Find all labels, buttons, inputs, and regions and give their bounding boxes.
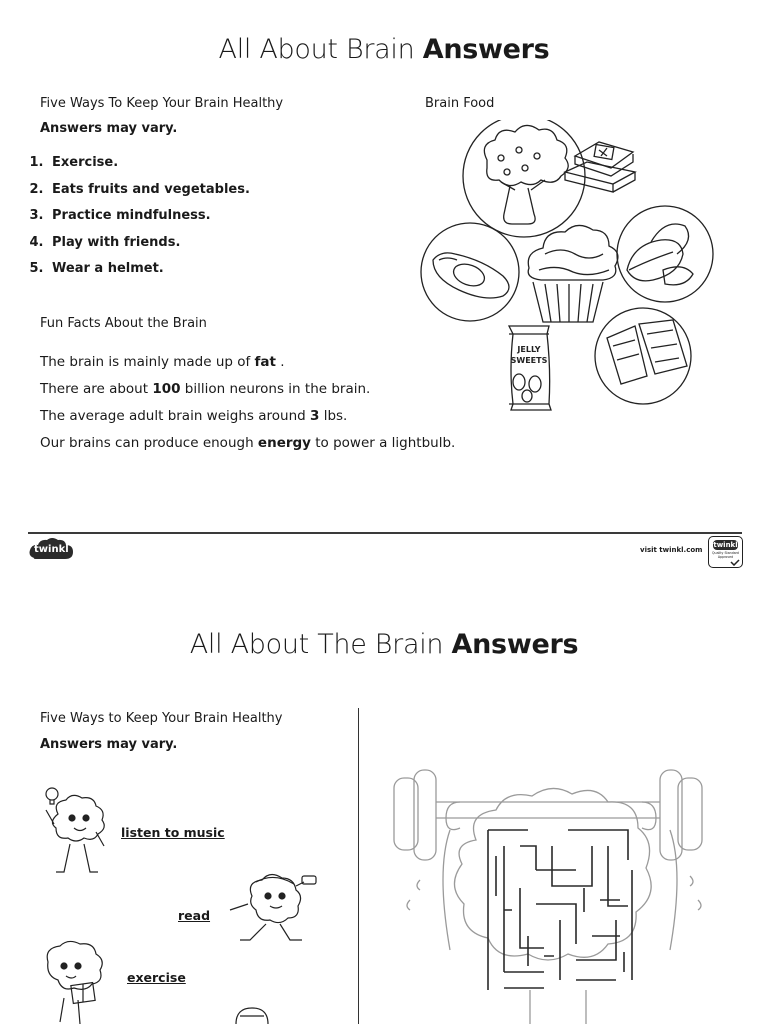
fact-item: The brain is mainly made up of fat . [40, 354, 285, 370]
dumbbell-icon [394, 770, 702, 860]
ways-list [22, 154, 250, 287]
brain-character-running-icon [222, 866, 322, 950]
page-divider [28, 532, 742, 534]
list-item: 4. Play with friends. [48, 234, 250, 261]
page-title: All About Brain Answers [218, 34, 550, 65]
avocado-icon [421, 223, 519, 321]
brain-outline-icon [454, 788, 651, 960]
brain-food-illustration [415, 120, 725, 420]
broccoli-icon [463, 120, 585, 237]
brain-character-partial-icon [232, 1004, 272, 1024]
fact-item: There are about 100 billion neurons in the brain. [40, 381, 371, 397]
cupcake-icon [528, 225, 618, 322]
quality-badge [708, 536, 743, 568]
column-divider [358, 708, 359, 1024]
sweat-drops-icon [407, 876, 701, 910]
list-item: 3. Practice mindfulness. [48, 207, 250, 234]
food-heading: Brain Food [425, 96, 495, 111]
ways-heading: Five Ways To Keep Your Brain Healthy [40, 96, 284, 111]
page2-title: All About The Brain Answers [189, 629, 579, 660]
page2-ways-heading: Five Ways to Keep Your Brain Healthy [40, 711, 283, 726]
chocolate-icon [565, 142, 635, 192]
check-icon [730, 559, 740, 566]
fact-item: The average adult brain weighs around 3 lbs. [40, 408, 348, 424]
brain-character-idea-icon [40, 784, 112, 884]
list-item: 1. Exercise. [48, 154, 250, 181]
brain-character-reading-icon [40, 940, 116, 1024]
activity-label: listen to music [121, 825, 225, 840]
page2-answers-note: Answers may vary. [40, 737, 178, 752]
list-item: 5. Wear a helmet. [48, 260, 250, 287]
badge-text: Quality Standard Approved [712, 551, 739, 559]
salmon-icon [595, 308, 691, 404]
svg-text:SWEETS: SWEETS [510, 356, 548, 365]
brain-maze-illustration [380, 760, 740, 1024]
activity-label: exercise [127, 970, 186, 985]
fact-item: Our brains can produce enough energy to power a lightbulb. [40, 435, 456, 451]
activity-label: read [178, 908, 211, 923]
jelly-sweets-icon [509, 326, 551, 410]
facts-list [40, 353, 460, 461]
spinach-icon [617, 206, 713, 302]
facts-heading: Fun Facts About the Brain [40, 316, 207, 331]
twinkl-logo-text: twinkl [34, 544, 69, 555]
svg-text:JELLY: JELLY [517, 345, 541, 354]
list-item: 2. Eats fruits and vegetables. [48, 181, 250, 208]
badge-brand: twinkl [713, 541, 738, 549]
twinkl-logo[interactable] [28, 538, 74, 564]
answers-note: Answers may vary. [40, 121, 178, 136]
maze-icon [488, 830, 632, 990]
visit-link[interactable]: visit twinkl.com [640, 546, 703, 554]
